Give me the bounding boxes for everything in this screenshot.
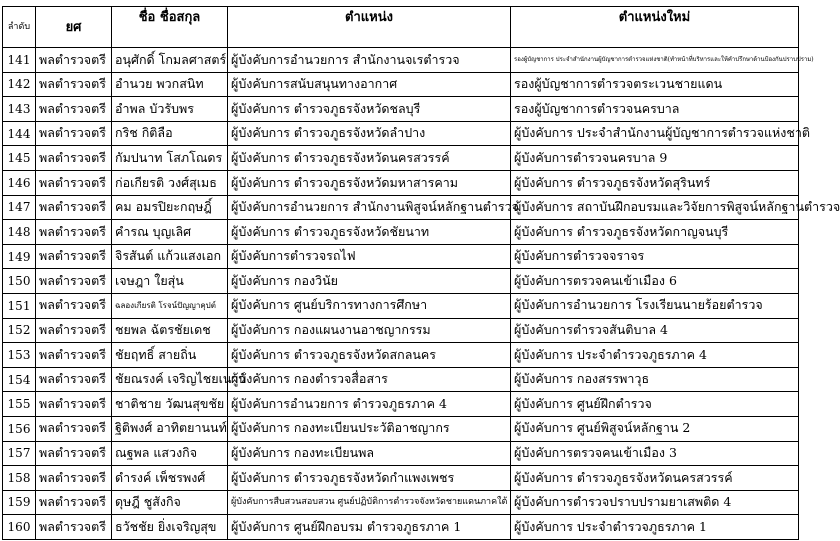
cell-no: 160 — [3, 515, 36, 540]
cell-position: ผู้บังคับการ ตำรวจภูธรจังหวัดสกลนคร — [228, 343, 511, 368]
cell-name: ชยพล ฉัตรชัยเดช — [112, 318, 228, 343]
cell-position: ผู้บังคับการ กองวินัย — [228, 269, 511, 294]
table-body — [3, 48, 840, 540]
cell-new-position: ผู้บังคับการตำรวจปราบปรามยาเสพติด 4 — [511, 490, 799, 515]
table-row — [3, 170, 799, 195]
header-name: ชื่อ ชื่อสกุล — [112, 7, 228, 48]
cell-position: ผู้บังคับการ ตำรวจภูธรจังหวัดมหาสารคาม — [228, 170, 511, 195]
cell-name: ฐิติพงศ์ อาทิตยานนท์ — [112, 416, 228, 441]
table-row — [3, 220, 799, 245]
cell-rank: พลตำรวจตรี — [36, 367, 112, 392]
cell-rank: พลตำรวจตรี — [36, 343, 112, 368]
cell-new-position: รองผู้บัญชาการตำรวจตระเวนชายแดน — [511, 72, 799, 97]
cell-new-position: ผู้บังคับการอำนวยการ โรงเรียนนายร้อยตำรวจ — [511, 293, 799, 318]
table-row — [3, 195, 799, 220]
cell-name: กัมปนาท โสภโณดร — [112, 146, 228, 171]
cell-new-position: ผู้บังคับการตำรวจนครบาล 9 — [511, 146, 799, 171]
cell-no: 152 — [3, 318, 36, 343]
cell-name: เจษฎา ใยสุ่น — [112, 269, 228, 294]
cell-rank: พลตำรวจตรี — [36, 170, 112, 195]
cell-rank: พลตำรวจตรี — [36, 416, 112, 441]
cell-no: 157 — [3, 441, 36, 466]
cell-name: คำรณ บุญเลิศ — [112, 220, 228, 245]
cell-new-position: ผู้บังคับการ ประจำตำรวจภูธรภาค 1 — [511, 515, 799, 540]
cell-no: 141 — [3, 48, 36, 73]
cell-position: ผู้บังคับการ ศูนย์ฝึกอบรม ตำรวจภูธรภาค 1 — [228, 515, 511, 540]
cell-no: 150 — [3, 269, 36, 294]
cell-name: ก่อเกียรติ วงศ์สุเมธ — [112, 170, 228, 195]
cell-no: 158 — [3, 466, 36, 491]
cell-position: ผู้บังคับการ ศูนย์บริการทางการศึกษา — [228, 293, 511, 318]
table-row — [3, 367, 799, 392]
cell-new-position: ผู้บังคับการ ตำรวจภูธรจังหวัดกาญจนบุรี — [511, 220, 799, 245]
cell-position: ผู้บังคับการ ตำรวจภูธรจังหวัดลำปาง — [228, 121, 511, 146]
cell-name: ฉลองเกียรติ โรจน์ปัญญาคุปต์ — [112, 293, 228, 318]
cell-name: จิรสันต์ แก้วแสงเอก — [112, 244, 228, 269]
cell-rank: พลตำรวจตรี — [36, 441, 112, 466]
header-no: ลำดับ — [3, 7, 36, 48]
cell-name: ชัยฤทธิ์ สายถิ่น — [112, 343, 228, 368]
cell-name: คม อมรปิยะกฤษฎิ์ — [112, 195, 228, 220]
cell-rank: พลตำรวจตรี — [36, 121, 112, 146]
table-row — [3, 72, 799, 97]
cell-position: ผู้บังคับการ กองแผนงานอาชญากรรม — [228, 318, 511, 343]
cell-name: อนุศักดิ์ โกมลศาสตร์ — [112, 48, 228, 73]
cell-name: ชัยณรงค์ เจริญไชยเนาว์ — [112, 367, 228, 392]
table-row — [3, 244, 799, 269]
cell-rank: พลตำรวจตรี — [36, 392, 112, 417]
table-row — [3, 515, 799, 540]
appointment-table — [2, 6, 840, 540]
cell-name: ดำรงค์ เพ็ชรพงศ์ — [112, 466, 228, 491]
cell-position: ผู้บังคับการสืบสวนสอบสวน ศูนย์ปฏิบัติการตำรวจจังหวัดชายแดนภาคใต้ — [228, 490, 511, 515]
cell-new-position: รองผู้บัญชาการ ประจำสำนักงานผู้บัญชาการตำรวจแห่งชาติ(ทำหน้าที่บริหารและให้คำปรึกษาด้านป้องกันปราบปราม) — [511, 48, 799, 73]
cell-position: ผู้บังคับการ ตำรวจภูธรจังหวัดชลบุรี — [228, 97, 511, 122]
cell-position: ผู้บังคับการ ตำรวจภูธรจังหวัดกำแพงเพชร — [228, 466, 511, 491]
cell-new-position: ผู้บังคับการ ศูนย์ฝึกตำรวจ — [511, 392, 799, 417]
table-row — [3, 416, 799, 441]
cell-rank: พลตำรวจตรี — [36, 466, 112, 491]
cell-rank: พลตำรวจตรี — [36, 490, 112, 515]
cell-no: 148 — [3, 220, 36, 245]
table-row — [3, 97, 799, 122]
table-row — [3, 392, 799, 417]
cell-rank: พลตำรวจตรี — [36, 72, 112, 97]
cell-position: ผู้บังคับการอำนวยการ ตำรวจภูธรภาค 4 — [228, 392, 511, 417]
table-row — [3, 293, 799, 318]
cell-position: ผู้บังคับการ ตำรวจภูธรจังหวัดชัยนาท — [228, 220, 511, 245]
cell-name: อำนวย พวกสนิท — [112, 72, 228, 97]
cell-rank: พลตำรวจตรี — [36, 515, 112, 540]
table-row — [3, 490, 799, 515]
header-row — [3, 7, 799, 48]
cell-new-position: ผู้บังคับการ ตำรวจภูธรจังหวัดนครสวรรค์ — [511, 466, 799, 491]
cell-new-position: ผู้บังคับการตรวจคนเข้าเมือง 6 — [511, 269, 799, 294]
table-row — [3, 441, 799, 466]
cell-new-position: ผู้บังคับการ ประจำตำรวจภูธรภาค 4 — [511, 343, 799, 368]
cell-name: อำพล บัวรับพร — [112, 97, 228, 122]
cell-rank: พลตำรวจตรี — [36, 48, 112, 73]
cell-new-position: ผู้บังคับการตรวจคนเข้าเมือง 3 — [511, 441, 799, 466]
table-row — [3, 343, 799, 368]
header-rank: ยศ — [36, 7, 112, 48]
cell-position: ผู้บังคับการสนับสนุนทางอากาศ — [228, 72, 511, 97]
cell-no: 154 — [3, 367, 36, 392]
cell-no: 144 — [3, 121, 36, 146]
cell-no: 147 — [3, 195, 36, 220]
cell-new-position: รองผู้บัญชาการตำรวจนครบาล — [511, 97, 799, 122]
cell-position: ผู้บังคับการ กองทะเบียนประวัติอาชญากร — [228, 416, 511, 441]
cell-no: 155 — [3, 392, 36, 417]
cell-new-position: ผู้บังคับการ สถาบันฝึกอบรมและวิจัยการพิสูจน์หลักฐานตำรวจ — [511, 195, 799, 220]
cell-rank: พลตำรวจตรี — [36, 146, 112, 171]
cell-position: ผู้บังคับการ กองทะเบียนพล — [228, 441, 511, 466]
cell-new-position: ผู้บังคับการตำรวจสันติบาล 4 — [511, 318, 799, 343]
cell-rank: พลตำรวจตรี — [36, 97, 112, 122]
header-position: ตำแหน่ง — [228, 7, 511, 48]
cell-no: 146 — [3, 170, 36, 195]
cell-new-position: ผู้บังคับการตำรวจจราจร — [511, 244, 799, 269]
cell-new-position: ผู้บังคับการ ตำรวจภูธรจังหวัดสุรินทร์ — [511, 170, 799, 195]
cell-rank: พลตำรวจตรี — [36, 269, 112, 294]
cell-no: 145 — [3, 146, 36, 171]
cell-name: ดุษฎี ชูสังกิจ — [112, 490, 228, 515]
cell-name: ณฐพล แสวงกิจ — [112, 441, 228, 466]
cell-position: ผู้บังคับการ ตำรวจภูธรจังหวัดนครสวรรค์ — [228, 146, 511, 171]
cell-new-position: ผู้บังคับการ ประจำสำนักงานผู้บัญชาการตำรวจแห่งชาติ — [511, 121, 799, 146]
table-row — [3, 121, 799, 146]
cell-no: 156 — [3, 416, 36, 441]
cell-position: ผู้บังคับการตำรวจรถไฟ — [228, 244, 511, 269]
cell-name: กริช กิติลือ — [112, 121, 228, 146]
header-new-position: ตำแหน่งใหม่ — [511, 7, 799, 48]
cell-rank: พลตำรวจตรี — [36, 244, 112, 269]
cell-rank: พลตำรวจตรี — [36, 195, 112, 220]
cell-no: 142 — [3, 72, 36, 97]
cell-name: ธวัชชัย ยิ่งเจริญสุข — [112, 515, 228, 540]
cell-position: ผู้บังคับการอำนวยการ สำนักงานพิสูจน์หลักฐานตำรวจ — [228, 195, 511, 220]
cell-no: 149 — [3, 244, 36, 269]
table-row — [3, 269, 799, 294]
cell-position: ผู้บังคับการ กองตำรวจสื่อสาร — [228, 367, 511, 392]
cell-no: 159 — [3, 490, 36, 515]
cell-position: ผู้บังคับการอำนวยการ สำนักงานจเรตำรวจ — [228, 48, 511, 73]
cell-no: 153 — [3, 343, 36, 368]
table-row — [3, 318, 799, 343]
cell-no: 143 — [3, 97, 36, 122]
table-row — [3, 146, 799, 171]
table-row — [3, 466, 799, 491]
cell-name: ชาติชาย วัฒนสุขชัย — [112, 392, 228, 417]
cell-new-position: ผู้บังคับการ ศูนย์พิสูจน์หลักฐาน 2 — [511, 416, 799, 441]
cell-rank: พลตำรวจตรี — [36, 293, 112, 318]
cell-new-position: ผู้บังคับการ กองสรรพาวุธ — [511, 367, 799, 392]
cell-rank: พลตำรวจตรี — [36, 318, 112, 343]
table-row — [3, 48, 799, 73]
cell-rank: พลตำรวจตรี — [36, 220, 112, 245]
cell-no: 151 — [3, 293, 36, 318]
